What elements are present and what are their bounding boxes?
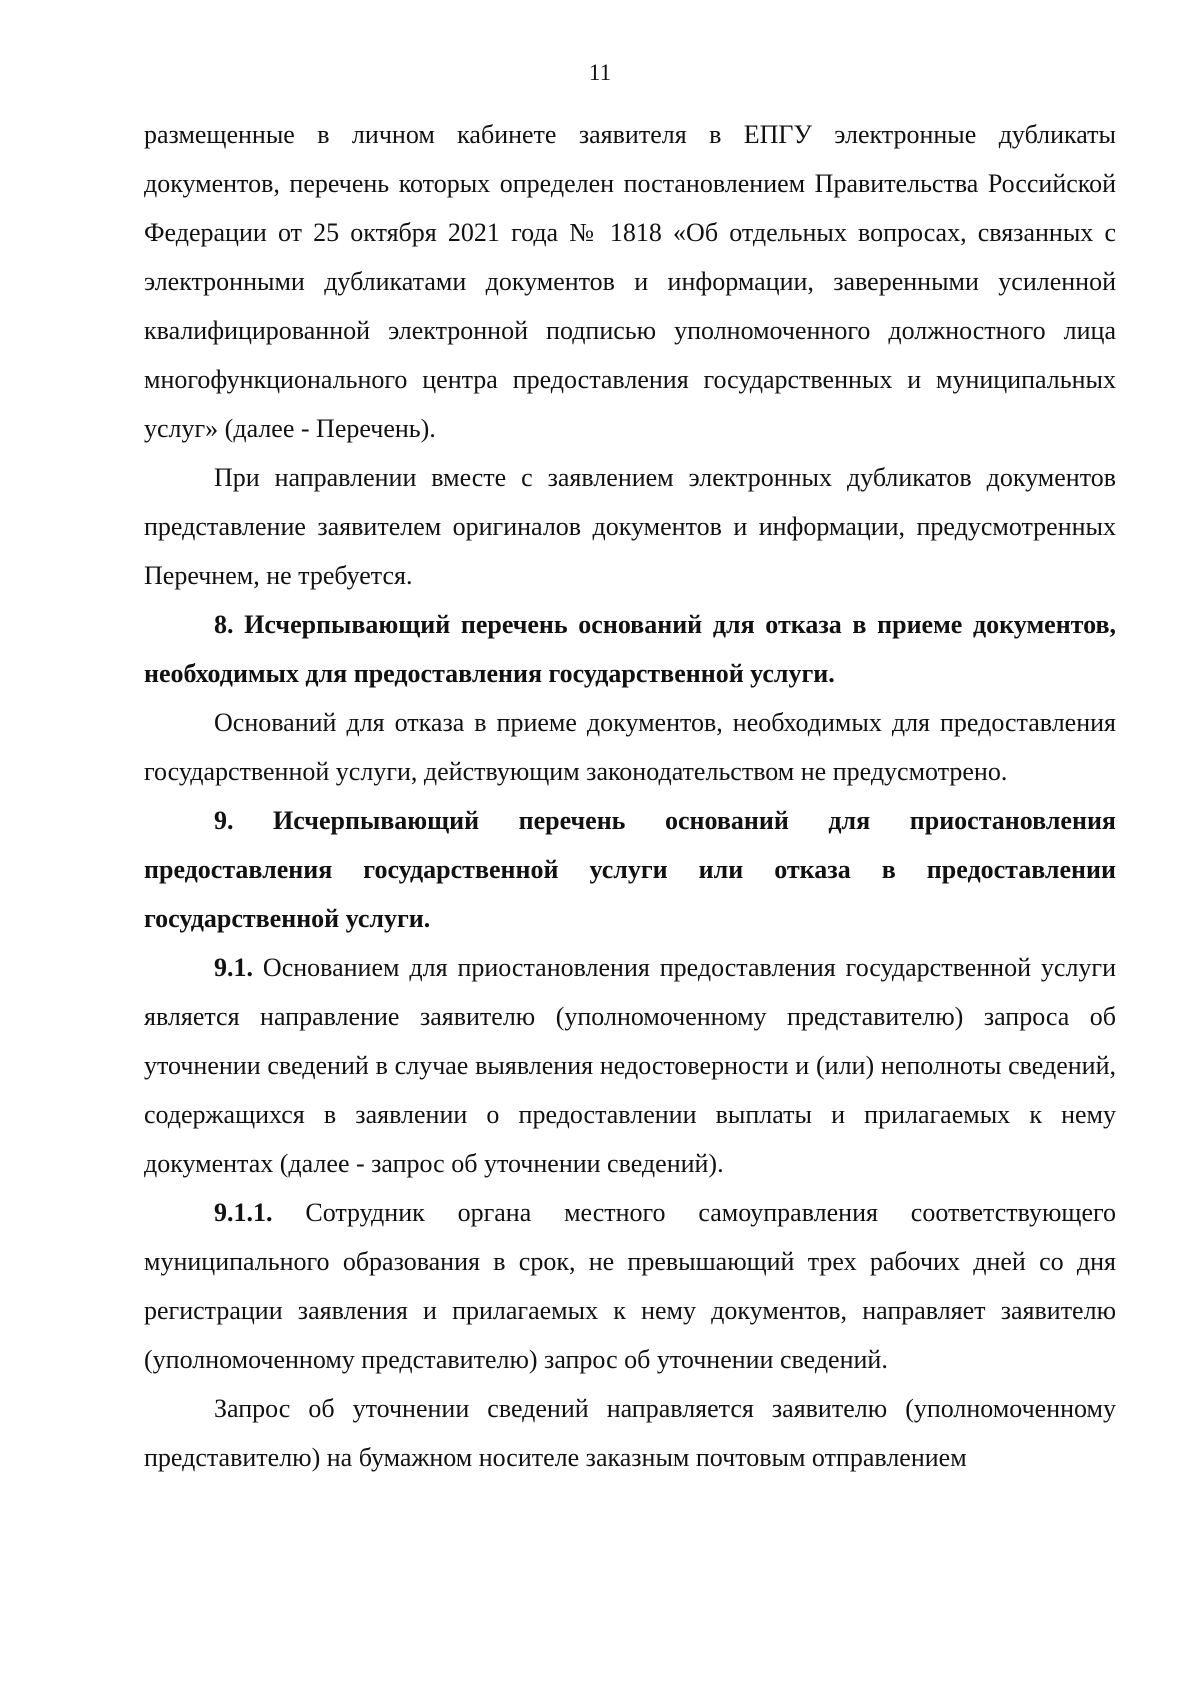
clause-text-9-1: Основанием для приостановления предоставления государственной услуги является направление заявителю (уполномоченному представителю) запроса об уточнении сведений в случае выявления недостоверности и (или) неполноты сведений, содержащихся в заявлении о предоставлении выплаты и прилагаемых к нему документах (далее - запрос об уточнении сведений). (144, 953, 1116, 1178)
paragraph-no-refusal-grounds: Оснований для отказа в приеме документов, необходимых для предоставления государственной услуги, действующим законодательством не предусмотрено. (144, 708, 1116, 786)
paragraph-electronic-duplicates: При направлении вместе с заявлением электронных дубликатов документов представление заявителем оригиналов документов и информации, предусмотренных Перечнем, не требуется. (144, 463, 1116, 590)
heading-section-8: 8. Исчерпывающий перечень оснований для отказа в приеме документов, необходимых для предоставления государственной услуги. (144, 610, 1116, 688)
clause-text-9-1-1: Сотрудник органа местного самоуправления соответствующего муниципального образования в срок, не превышающий трех рабочих дней со дня регистрации заявления и прилагаемых к нему документов, направляет заявителю (уполномоченному представителю) запрос об уточнении сведений. (144, 1198, 1116, 1374)
clause-number-9-1-1: 9.1.1. (214, 1198, 273, 1227)
heading-section-9: 9. Исчерпывающий перечень оснований для приостановления предоставления государственной услуги или отказа в предоставлении государственной услуги. (144, 806, 1116, 933)
clause-number-9-1: 9.1. (214, 953, 253, 982)
page-number: 11 (588, 60, 612, 85)
paragraph-duplicates-list: размещенные в личном кабинете заявителя в ЕПГУ электронные дубликаты документов, перечень которых определен постановлением Правительства Российской Федерации от 25 октября 2021 года № 1818 «Об отдельных вопросах, связанных с электронными дубликатами документов и информации, заверенными усиленной квалифицированной электронной подписью уполномоченного должностного лица многофункционального центра предоставления государственных и муниципальных услуг» (далее - Перечень). (144, 120, 1116, 443)
paragraph-9-1-1 (144, 1188, 1116, 1384)
document-body (144, 110, 1116, 1482)
paragraph-clarification-request: Запрос об уточнении сведений направляется заявителю (уполномоченному представителю) на бумажном носителе заказным почтовым отправлением (144, 1394, 1116, 1472)
paragraph-9-1 (144, 943, 1116, 1188)
